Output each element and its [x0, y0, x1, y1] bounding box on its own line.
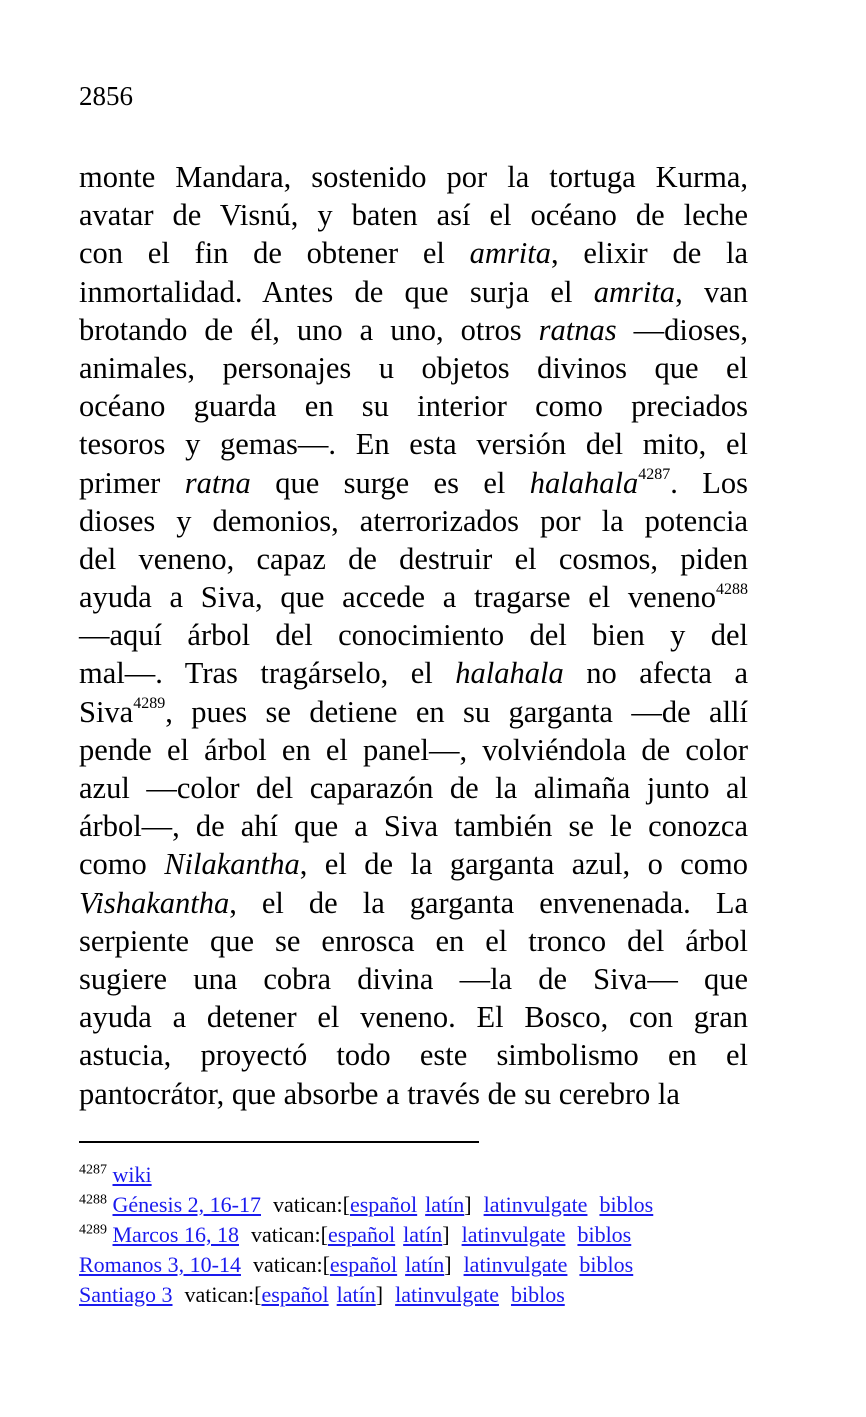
body-text: [79, 158, 748, 1113]
wiki-link[interactable]: wiki: [112, 1162, 152, 1187]
text-line: como Nilakantha, el de la garganta azul, o como: [79, 847, 749, 882]
text-line: azul —color del caparazón de la alimaña junto al: [79, 771, 748, 805]
footnote-continuation: Romanos 3, 10-14 vatican:[español latín] latinvulgate biblos: [79, 1252, 634, 1277]
text-line: pende el árbol en el panel—, volviéndola de color: [79, 732, 748, 767]
text-line: del veneno, capaz de destruir el cosmos, piden: [79, 541, 748, 576]
biblos-link[interactable]: biblos: [599, 1192, 654, 1217]
text-line: ayuda a detener el veneno. El Bosco, con gran: [79, 1000, 748, 1035]
text-line: dioses y demonios, aterrorizados por la potencia: [79, 503, 748, 538]
text-line: mal—. Tras tragárselo, el halahala no afecta a: [79, 656, 748, 691]
text-line: océano guarda en su interior como preciados: [79, 389, 748, 424]
biblos-link[interactable]: biblos: [579, 1252, 634, 1277]
vatican-latin-link[interactable]: latín: [405, 1252, 445, 1277]
latinvulgate-link[interactable]: latinvulgate: [483, 1192, 588, 1217]
text-line: monte Mandara, sostenido por la tortuga Kurma,: [79, 160, 748, 194]
footnote-continuation: Santiago 3 vatican:[español latín] latinvulgate biblos: [79, 1282, 565, 1307]
biblos-link[interactable]: biblos: [577, 1222, 632, 1247]
vatican-latin-link[interactable]: latín: [425, 1192, 465, 1217]
text-line: Siva$^{4289}$, pues se detiene en su garganta —de allí: [79, 694, 748, 729]
footnote-ref: 4287: [638, 466, 671, 484]
genesis-link[interactable]: Génesis 2, 16-17: [112, 1192, 261, 1217]
latinvulgate-link[interactable]: latinvulgate: [395, 1282, 499, 1307]
footnote-ref: 4288: [716, 580, 748, 598]
footnote-4289: $^{4289}$ Marcos 16, 18 vatican:[español latín] latinvulgate biblos: [79, 1222, 632, 1247]
biblos-link[interactable]: biblos: [510, 1282, 565, 1307]
text-line: brotando de él, uno a uno, otros ratnas —dioses,: [79, 312, 749, 347]
text-line: árbol—, de ahí que a Siva también se le conozca: [79, 809, 748, 844]
latinvulgate-link[interactable]: latinvulgate: [461, 1222, 566, 1247]
text-line: —aquí árbol del conocimiento del bien y del: [79, 618, 748, 653]
vatican-latin-link[interactable]: latín: [336, 1282, 376, 1307]
text-line: ayuda a Siva, que accede a tragarse el veneno$^{4288}$: [79, 580, 748, 615]
text-line: primer ratna que surge es el halahala$^{4287}$. Los: [79, 465, 748, 500]
text-line: avatar de Visnú, y baten así el océano de leche: [79, 198, 748, 233]
text-line: astucia, proyectó todo este simbolismo en el: [79, 1038, 748, 1073]
footnote-divider: [79, 1141, 479, 1143]
text-line: sugiere una cobra divina —la de Siva— que: [79, 961, 748, 996]
text-line: inmortalidad. Antes de que surja el amrita, van: [79, 274, 748, 309]
marcos-link[interactable]: Marcos 16, 18: [112, 1222, 239, 1247]
footnotes: [79, 1160, 759, 1310]
text-line: Vishakantha, el de la garganta envenenada. La: [79, 885, 748, 920]
latinvulgate-link[interactable]: latinvulgate: [463, 1252, 568, 1277]
vatican-espanol-link[interactable]: español: [327, 1222, 396, 1247]
vatican-espanol-link[interactable]: español: [349, 1192, 418, 1217]
santiago-link[interactable]: Santiago 3: [79, 1282, 173, 1307]
text-line: tesoros y gemas—. En esta versión del mito, el: [79, 427, 748, 462]
footnote-4288: $^{4288}$ Génesis 2, 16-17 vatican:[español latín] latinvulgate biblos: [79, 1192, 654, 1217]
text-line: animales, personajes u objetos divinos que el: [79, 350, 748, 385]
vatican-espanol-link[interactable]: español: [261, 1282, 329, 1307]
romanos-link[interactable]: Romanos 3, 10-14: [79, 1252, 241, 1277]
footnote-4287: $^{4287}$ wiki: [79, 1162, 152, 1187]
text-line: con el fin de obtener el amrita, elixir de la: [79, 236, 748, 271]
text-line: pantocrátor, que absorbe a través de su cerebro la: [79, 1076, 680, 1111]
footnote-ref: 4289: [133, 695, 166, 713]
vatican-espanol-link[interactable]: español: [329, 1252, 398, 1277]
text-line: serpiente que se enrosca en el tronco del árbol: [79, 923, 748, 958]
vatican-latin-link[interactable]: latín: [403, 1222, 443, 1247]
page-number: 2856: [79, 81, 133, 111]
